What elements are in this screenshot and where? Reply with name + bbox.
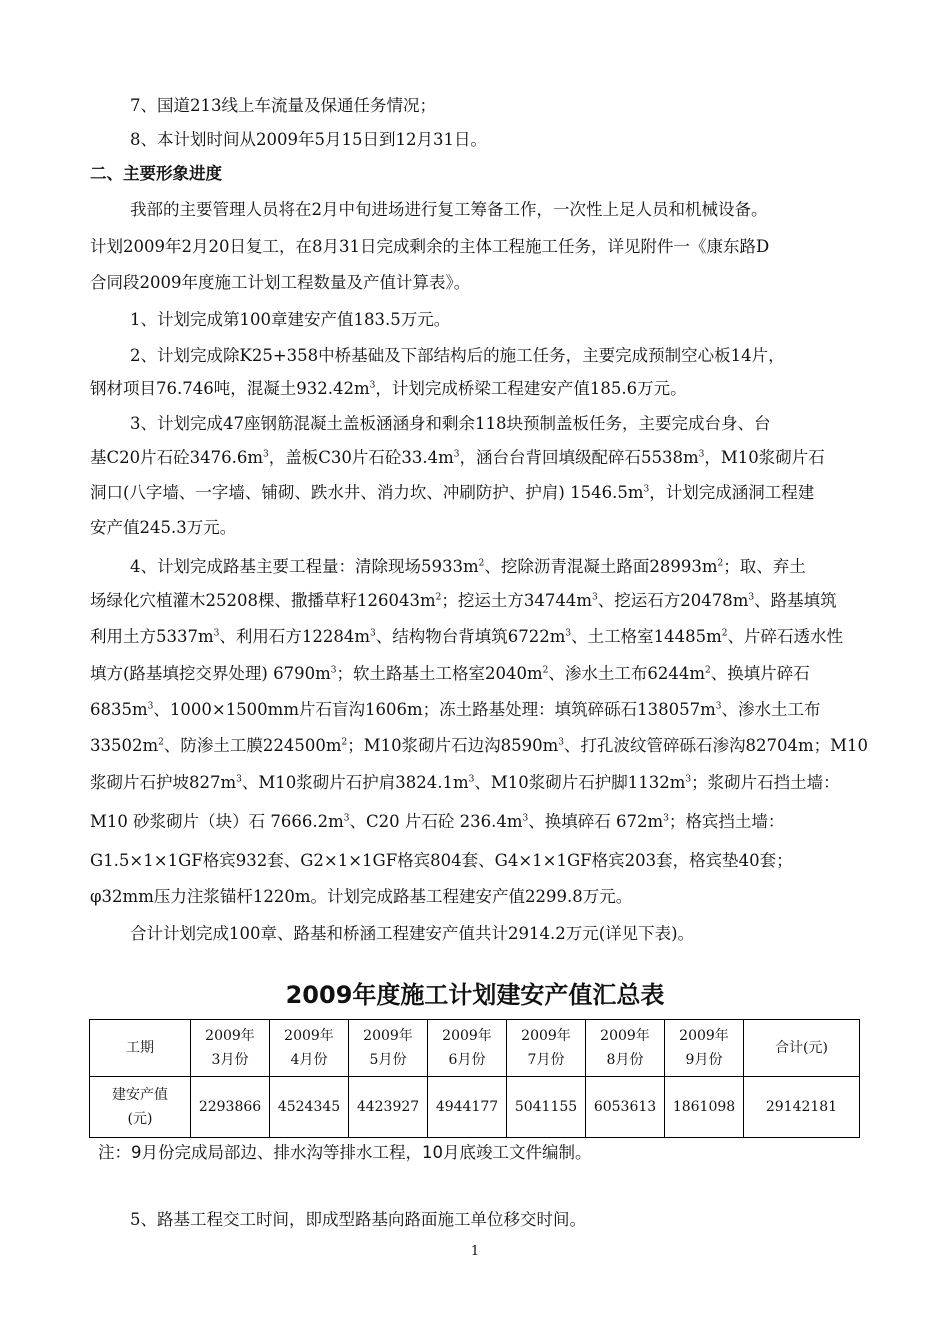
header-cell-month: 2009年 8月份 <box>586 1020 665 1077</box>
paragraph-4-line-7: 浆砌片石护坡$827m^3$、M10浆砌片石护肩$3824.1m^3$、M10浆砌片石护脚$1132m^3$；浆砌片石挡土墙： <box>90 773 840 792</box>
value-cell: 1861098 <box>665 1077 744 1138</box>
header-cell-month: 2009年 4月份 <box>270 1020 349 1077</box>
paragraph-4-line-3: 利用土方$5337m^3$、利用石方$12284m^3$、结构物台背填筑$6722m^3$、土工格室$14485m^2$、片碎石透水性 <box>90 627 843 646</box>
paragraph-1: 1、计划完成第100章建安产值183.5万元。 <box>130 310 451 329</box>
total-value-cell: 29142181 <box>744 1077 860 1138</box>
value-cell: 4423927 <box>349 1077 428 1138</box>
header-cell-month: 2009年 9月份 <box>665 1020 744 1077</box>
paragraph-4-line-9: G1.5×1×1GF格宾932套、G2×1×1GF格宾804套、G4×1×1GF格宾203套，格宾垫40套； <box>90 851 793 870</box>
header-cell-month: 2009年 3月份 <box>191 1020 270 1077</box>
page-number: 1 <box>470 1244 480 1259</box>
total-summary: 合计计划完成100章、路基和桥涵工程建安产值共计2914.2万元(详见下表)。 <box>130 924 695 943</box>
value-cell: 2293866 <box>191 1077 270 1138</box>
paragraph-4-line-2: 场绿化穴植灌木25208棵、撒播草籽$126043m^2$；挖运土方$34744m^3$、挖运石方$20478m^3$、路基填筑 <box>90 591 837 610</box>
value-cell: 5041155 <box>507 1077 586 1138</box>
header-cell-period: 工期 <box>90 1020 191 1077</box>
table-header-row <box>90 1020 860 1077</box>
paragraph-3-line-4: 安产值245.3万元。 <box>90 518 237 537</box>
intro-line-2: 计划2009年2月20日复工，在8月31日完成剩余的主体工程施工任务，详见附件一《康东路D <box>90 237 770 256</box>
header-cell-month: 2009年 5月份 <box>349 1020 428 1077</box>
paragraph-4-line-8: M10 砂浆砌片（块）石 $7666.2m^3$、C20 片石砼 $236.4m^3$、换填碎石 $672m^3$；格宾挡土墙： <box>90 812 785 831</box>
paragraph-4-line-5: $6835m^3$、1000×1500mm片石盲沟1606m；冻土路基处理：填筑碎砾石$138057m^3$、渗水土工布 <box>90 700 821 719</box>
paragraph-3-line-1: 3、计划完成47座钢筋混凝土盖板涵涵身和剩余118块预制盖板任务，主要完成台身、台 <box>130 414 771 433</box>
paragraph-4-line-1: 4、计划完成路基主要工程量：清除现场$5933m^2$、挖除沥青混凝土路面$28993m^2$；取、弃土 <box>130 557 806 576</box>
section-heading: 二、主要形象进度 <box>90 164 222 183</box>
table-value-row <box>90 1077 860 1138</box>
header-cell-total: 合计(元) <box>744 1020 860 1077</box>
value-cell: 4944177 <box>428 1077 507 1138</box>
summary-table <box>89 1019 860 1138</box>
paragraph-5: 5、路基工程交工时间，即成型路基向路面施工单位移交时间。 <box>130 1210 586 1229</box>
table-title: 2009年度施工计划建安产值汇总表 <box>285 981 665 1009</box>
header-cell-month: 2009年 7月份 <box>507 1020 586 1077</box>
paragraph-3-line-2: 基C20片石砼$3476.6m^3$，盖板C30片石砼$33.4m^3$，涵台台背回填级配碎石$5538m^3$，M10浆砌片石 <box>90 448 825 467</box>
paragraph-2-line-1: 2、计划完成除K25+358中桥基础及下部结构后的施工任务，主要完成预制空心板14片， <box>130 346 785 365</box>
row-label-cell: 建安产值 (元) <box>90 1077 191 1138</box>
paragraph-4-line-10: φ32mm压力注浆锚杆1220m。计划完成路基工程建安产值2299.8万元。 <box>90 887 633 906</box>
paragraph-item-7: 7、国道213线上车流量及保通任务情况； <box>130 96 436 115</box>
paragraph-item-8: 8、本计划时间从2009年5月15日到12月31日。 <box>130 130 487 149</box>
header-cell-month: 2009年 6月份 <box>428 1020 507 1077</box>
paragraph-4-line-6: $33502m^2$、防渗土工膜$224500m^2$；M10浆砌片石边沟$8590m^3$、打孔波纹管碎砾石渗沟82704m；M10 <box>90 736 869 755</box>
paragraph-3-line-3: 洞口(八字墙、一字墙、铺砌、跌水井、消力坎、冲刷防护、护肩) $1546.5m^3$，计划完成涵洞工程建 <box>90 483 815 502</box>
paragraph-2-line-2: 钢材项目76.746吨，混凝土$932.42m^3$，计划完成桥梁工程建安产值185.6万元。 <box>90 379 687 398</box>
intro-line-1: 我部的主要管理人员将在2月中旬进场进行复工筹备工作，一次性上足人员和机械设备。 <box>130 200 768 219</box>
paragraph-4-line-4: 填方(路基填挖交界处理) $6790m^3$；软土路基土工格室$2040m^2$、渗水土工布$6244m^2$、换填片碎石 <box>90 664 810 683</box>
intro-line-3: 合同段2009年度施工计划工程数量及产值计算表》。 <box>90 273 471 292</box>
value-cell: 6053613 <box>586 1077 665 1138</box>
value-cell: 4524345 <box>270 1077 349 1138</box>
table-note: 注：9月份完成局部边、排水沟等排水工程，10月底竣工文件编制。 <box>98 1143 592 1162</box>
